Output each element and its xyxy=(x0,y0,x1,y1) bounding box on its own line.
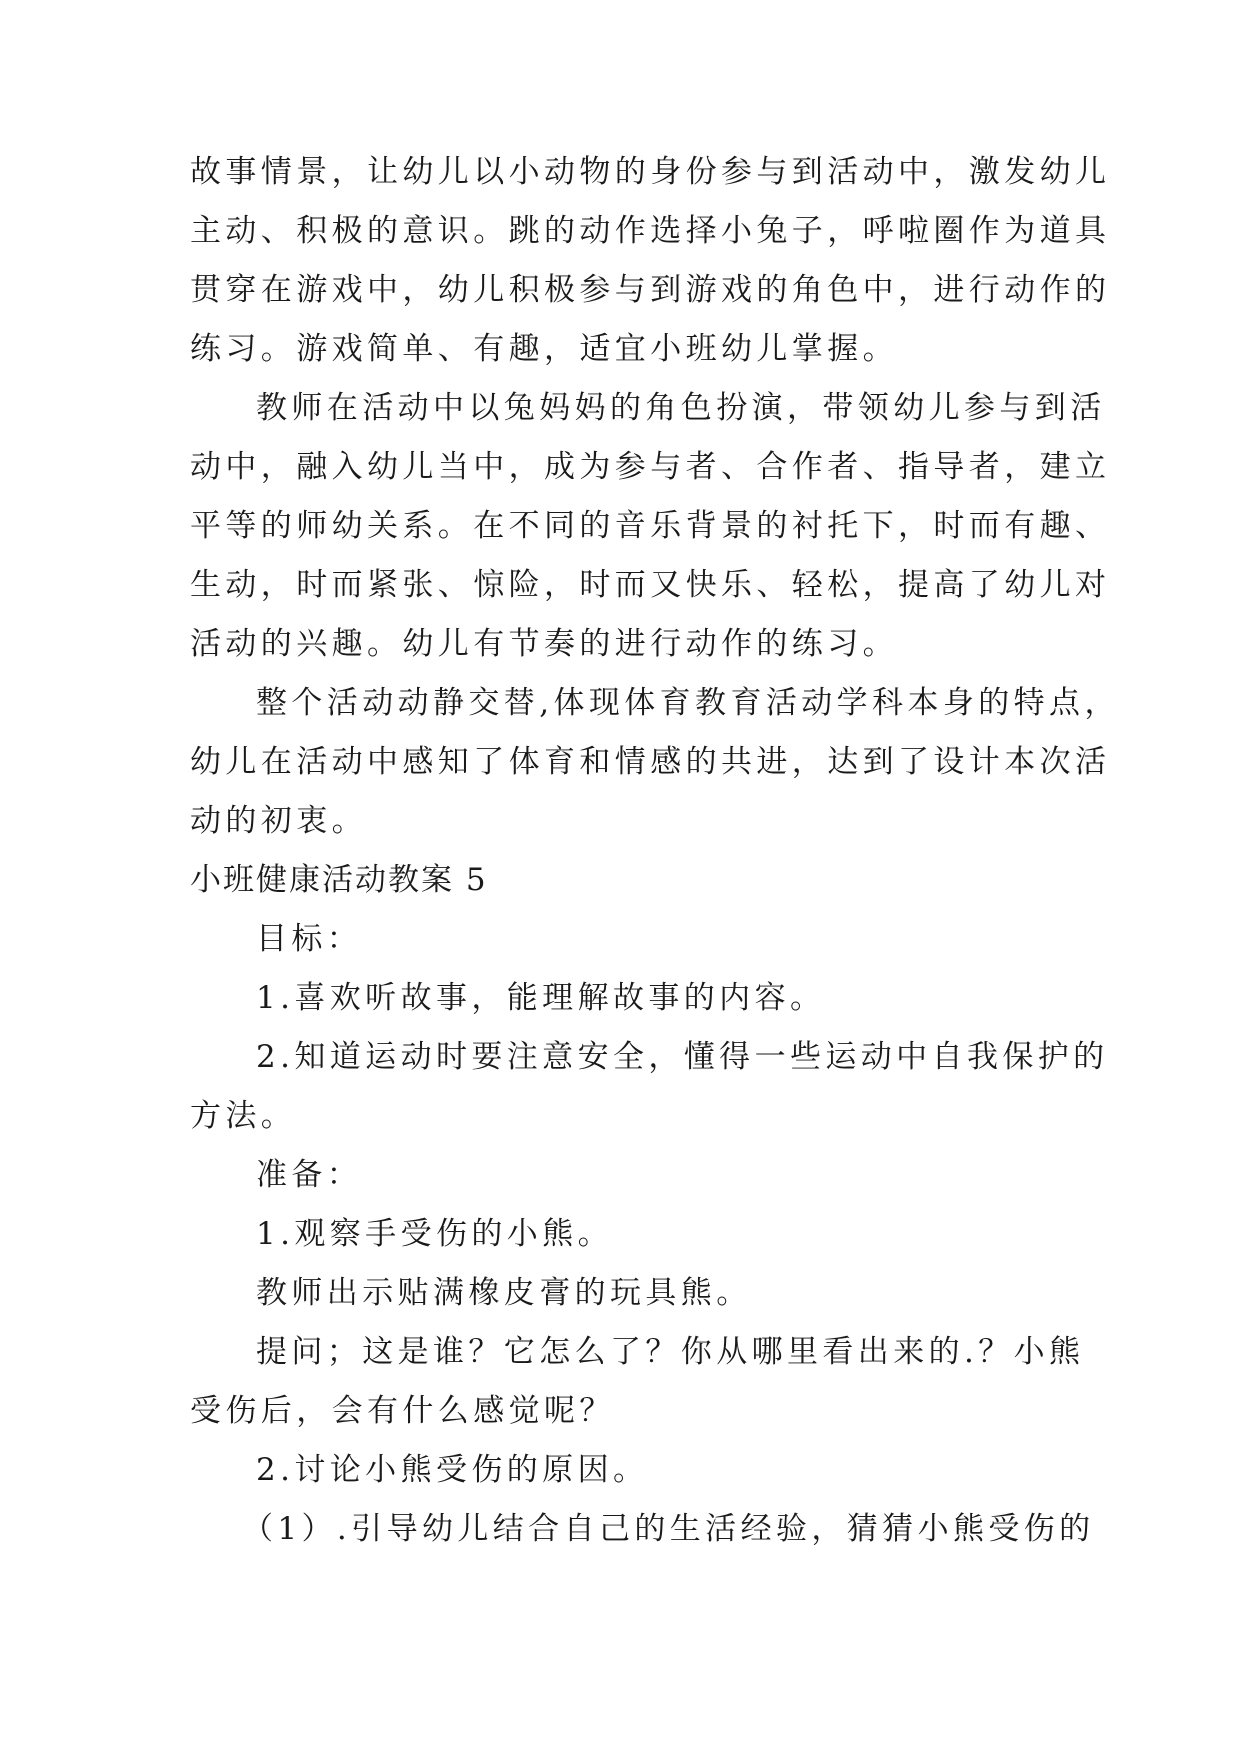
body-text-line: 动的初衷。 xyxy=(190,803,367,839)
body-text-line: 教师出示贴满橡皮膏的玩具熊。 xyxy=(256,1275,752,1311)
section-heading: 小班健康活动教案 5 xyxy=(190,862,488,898)
body-text-line: 1.喜欢听故事，能理解故事的内容。 xyxy=(256,980,826,1016)
body-text-line: 故事情景，让幼儿以小动物的身份参与到活动中，激发幼儿 xyxy=(190,154,1111,190)
body-text-line: 准备： xyxy=(256,1157,363,1193)
body-text-line: 2.知道运动时要注意安全，懂得一些运动中自我保护的 xyxy=(256,1039,1109,1075)
body-text-line: 受伤后，会有什么感觉呢？ xyxy=(190,1393,615,1429)
body-text-line: 活动的兴趣。幼儿有节奏的进行动作的练习。 xyxy=(190,626,898,662)
body-text-line: 生动，时而紧张、惊险，时而又快乐、轻松，提高了幼儿对 xyxy=(190,567,1111,603)
body-text-line: 动中，融入幼儿当中，成为参与者、合作者、指导者，建立 xyxy=(190,449,1111,485)
body-text-line: 幼儿在活动中感知了体育和情感的共进，达到了设计本次活 xyxy=(190,744,1111,780)
body-text-line: 目标： xyxy=(256,921,363,957)
body-text-line: 贯穿在游戏中，幼儿积极参与到游戏的角色中，进行动作的 xyxy=(190,272,1111,308)
body-text-line: 平等的师幼关系。在不同的音乐背景的衬托下，时而有趣、 xyxy=(190,508,1111,544)
body-text-line: 2.讨论小熊受伤的原因。 xyxy=(256,1452,649,1488)
body-text-line: （1）.引导幼儿结合自己的生活经验，猜猜小熊受伤的 xyxy=(242,1511,1095,1547)
body-text-line: 方法。 xyxy=(190,1098,297,1134)
body-text-line: 1.观察手受伤的小熊。 xyxy=(256,1216,613,1252)
body-text-line: 整个活动动静交替,体现体育教育活动学科本身的特点， xyxy=(256,685,1120,721)
body-text-line: 练习。游戏简单、有趣，适宜小班幼儿掌握。 xyxy=(190,331,898,367)
body-text-line: 提问；这是谁？它怎么了？你从哪里看出来的.？小熊 xyxy=(256,1334,1085,1370)
body-text-line: 主动、积极的意识。跳的动作选择小兔子，呼啦圈作为道具 xyxy=(190,213,1111,249)
body-text-line: 教师在活动中以兔妈妈的角色扮演，带领幼儿参与到活 xyxy=(256,390,1106,426)
